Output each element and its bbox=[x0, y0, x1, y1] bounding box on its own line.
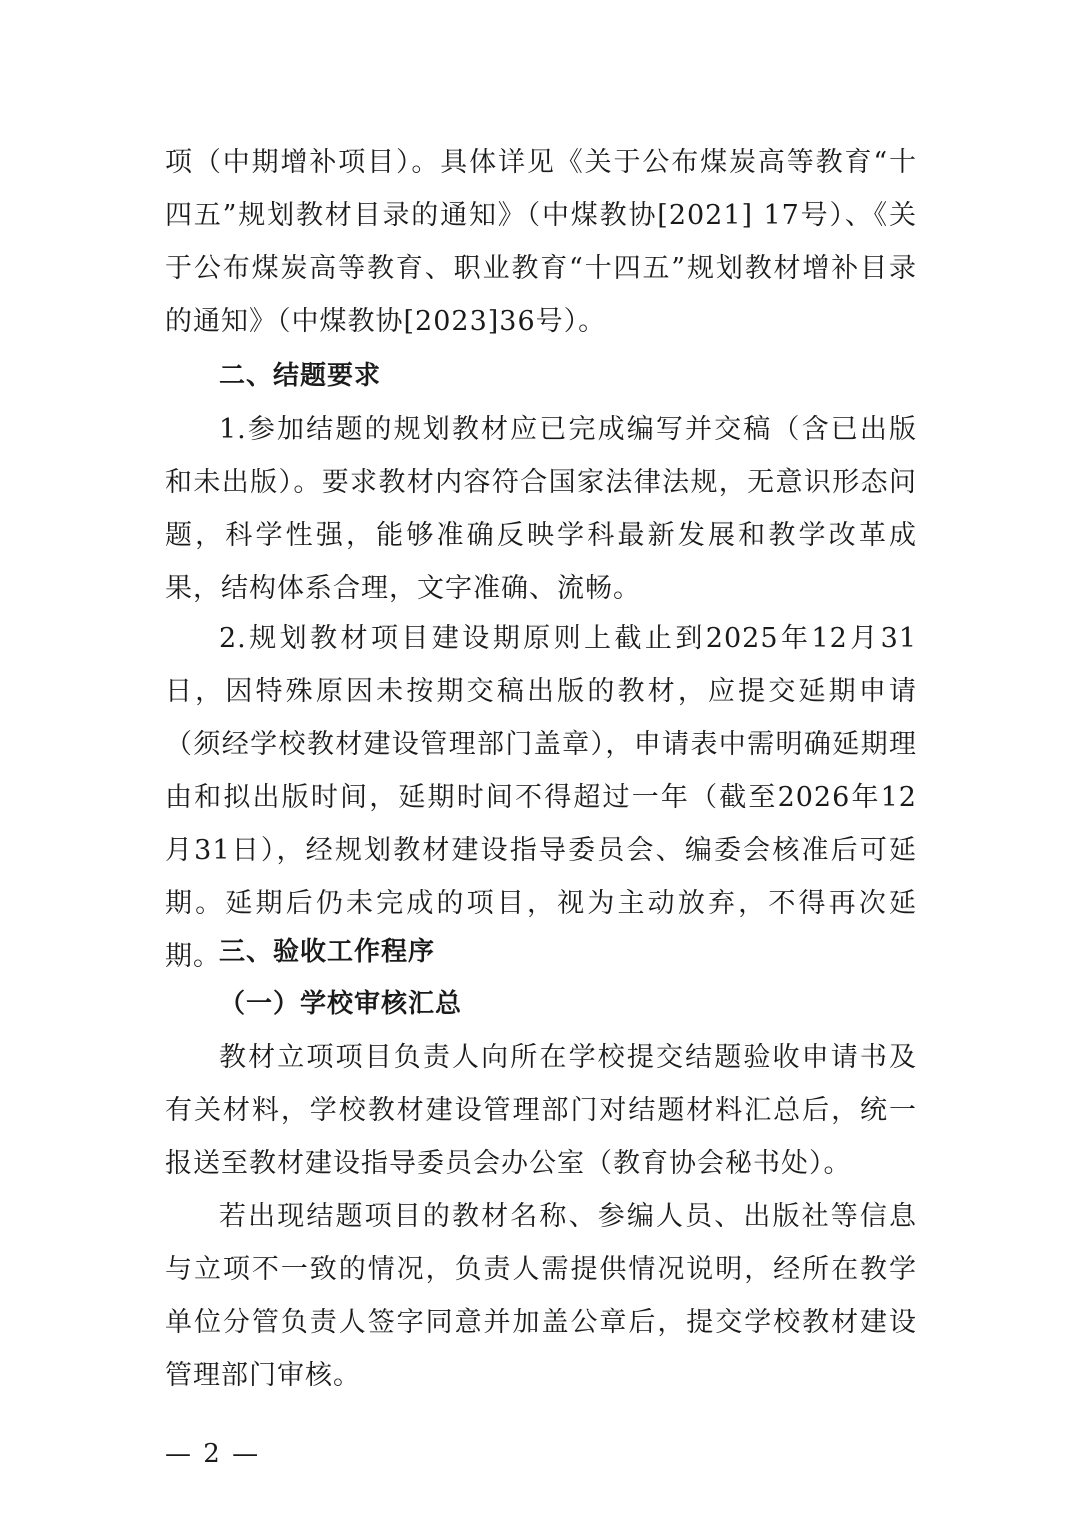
paragraph-continuation: 项（中期增补项目）。具体详见《关于公布煤炭高等教育“十四五”规划教材目录的通知》（中煤教协[2021] 17号）、《关于公布煤炭高等教育、职业教育“十四五”规划教材增补目录的通知》（中煤教协[2023]36号）。 bbox=[165, 147, 917, 337]
subsection-heading-3-1: （一）学校审核汇总 bbox=[219, 989, 463, 1019]
page-number: — 2 — bbox=[165, 1439, 261, 1469]
section-heading-2: 二、结题要求 bbox=[219, 361, 382, 391]
paragraph-school-review: 教材立项项目负责人向所在学校提交结题验收申请书及有关材料，学校教材建设管理部门对结题材料汇总后，统一报送至教材建设指导委员会办公室（教育协会秘书处）。 bbox=[165, 1042, 917, 1179]
paragraph-requirement-2: 2.规划教材项目建设期原则上截止到2025年12月31日，因特殊原因未按期交稿出版的教材，应提交延期申请（须经学校教材建设管理部门盖章），申请表中需明确延期理由和拟出版时间，延期时间不得超过一年（截至2026年12月31日），经规划教材建设指导委员会、编委会核准后可延期。延期后仍未完成的项目，视为主动放弃，不得再次延期。 bbox=[165, 623, 917, 972]
paragraph-requirement-1: 1.参加结题的规划教材应已完成编写并交稿（含已出版和未出版）。要求教材内容符合国家法律法规，无意识形态问题，科学性强，能够准确反映学科最新发展和教学改革成果，结构体系合理，文字准确、流畅。 bbox=[165, 414, 917, 604]
paragraph-inconsistency: 若出现结题项目的教材名称、参编人员、出版社等信息与立项不一致的情况，负责人需提供情况说明，经所在教学单位分管负责人签字同意并加盖公章后，提交学校教材建设管理部门审核。 bbox=[165, 1201, 917, 1391]
section-heading-3: 三、验收工作程序 bbox=[219, 937, 436, 967]
